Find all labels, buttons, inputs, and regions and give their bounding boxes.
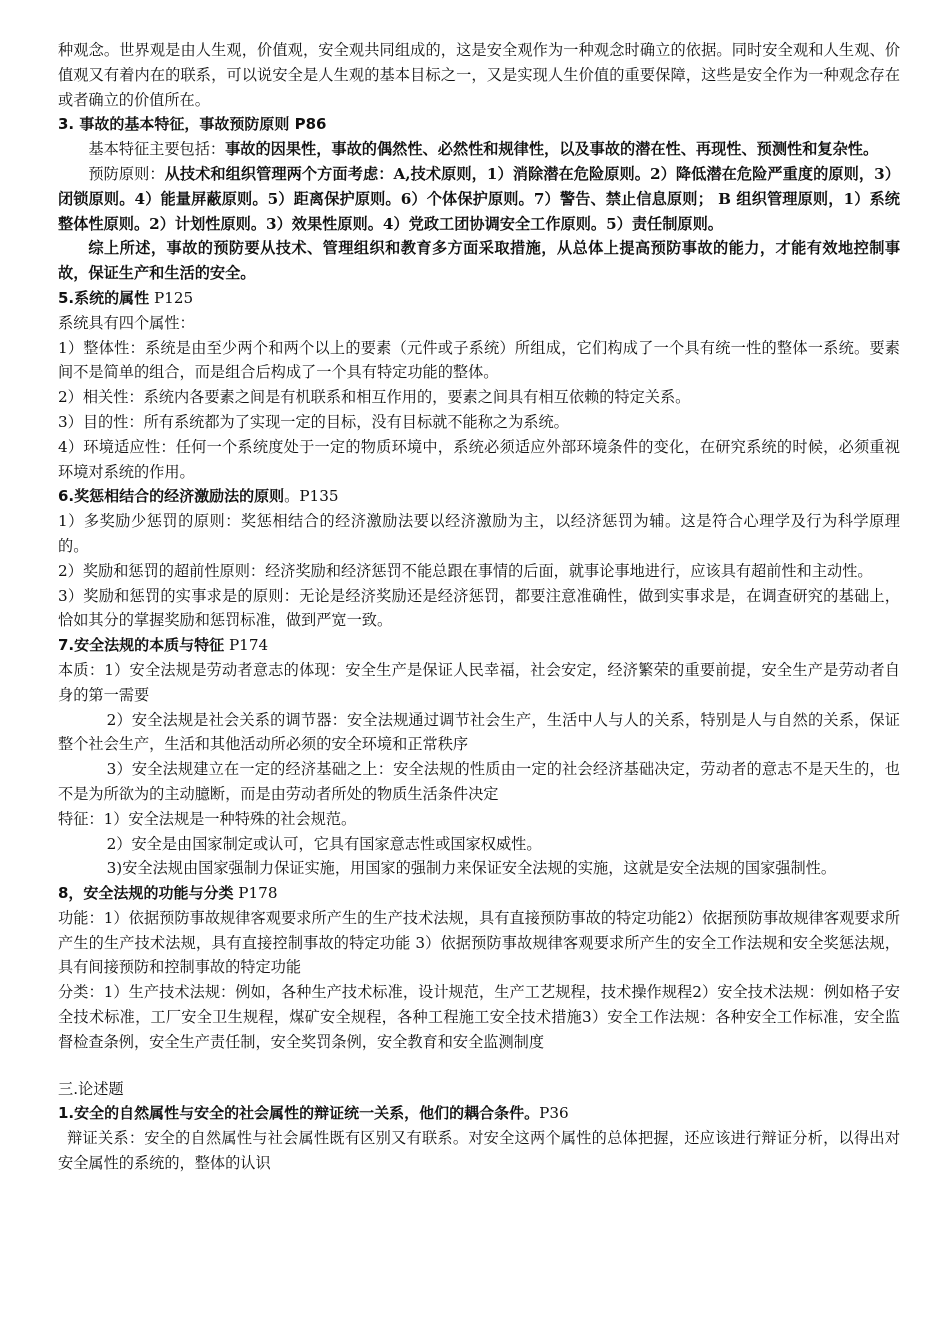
- paragraph-prevention-principles: [58, 162, 900, 236]
- list-item: 3）奖励和惩罚的实事求是的原则：无论是经济奖励还是经济惩罚，都要注意准确性，做到实事求是，在调查研究的基础上，恰如其分的掌握奖励和惩罚标准，做到严宽一致。: [58, 586, 900, 630]
- page-ref: P125: [149, 288, 194, 307]
- heading-title: 7.安全法规的本质与特征: [58, 636, 225, 655]
- page-ref: P174: [224, 636, 269, 655]
- list-item: 4）环境适应性：任何一个系统度处于一定的物质环境中，系统必须适应外部环境条件的变化，在研究系统的时候，必须重视环境对系统的作用。: [58, 437, 900, 481]
- heading-incentive-principles: [58, 484, 900, 509]
- heading-safety-law-essence: [58, 633, 900, 658]
- lead-text: 预防原则：: [88, 164, 165, 183]
- paragraph-feature-2: 2）安全是由国家制定或认可，它具有国家意志性或国家权威性。: [106, 834, 542, 853]
- paragraph-essence-1: 本质：1）安全法规是劳动者意志的体现：安全生产是保证人民幸福，社会安定，经济繁荣的重要前提，安全生产是劳动者自身的第一需要: [58, 660, 900, 704]
- section-title-essay: 三.论述题: [58, 1079, 124, 1098]
- heading-essay-question-1: [58, 1101, 900, 1126]
- heading-safety-law-functions: [58, 881, 900, 906]
- heading-title: 6.奖惩相结合的经济激励法的原则: [58, 487, 285, 506]
- paragraph-essence-3: 3）安全法规建立在一定的经济基础之上：安全法规的性质由一定的社会经济基础决定，劳动者的意志不是天生的，也不是为所欲为的主动臆断，而是由劳动者所处的物质生活条件决定: [58, 760, 900, 803]
- list-item: 1）整体性：系统是由至少两个和两个以上的要素（元件或子系统）所组成，它们构成了一个具有统一性的整体一系统。要素间不是简单的组合，而是组合后构成了一个具有特定功能的整体。: [58, 338, 900, 382]
- spacer: [58, 1055, 900, 1077]
- list-item: 系统具有四个属性：: [58, 313, 195, 332]
- paragraph-feature-3: 3)安全法规由国家强制力保证实施，用国家的强制力来保证安全法规的实施，这就是安全法规的国家强制性。: [106, 859, 837, 878]
- paragraph-worldview: 种观念。世界观是由人生观，价值观，安全观共同组成的，这是安全观作为一种观念时确立的依据。同时安全观和人生观、价值观又有着内在的联系，可以说安全是人生观的基本目标之一，又是实现人生价值的重要保障，这些是安全作为一种观念存在或者确立的价值所在。: [58, 41, 900, 109]
- list-item: 3）目的性：所有系统都为了实现一定的目标，没有目标就不能称之为系统。: [58, 412, 569, 431]
- heading-title: 8，安全法规的功能与分类: [58, 884, 234, 903]
- list-item: 2）奖励和惩罚的超前性原则：经济奖励和经济惩罚不能总跟在事情的后面，就事论事地进行，应该具有超前性和主动性。: [58, 561, 873, 580]
- paragraph-essence-2: 2）安全法规是社会关系的调节器：安全法规通过调节社会生产，生活中人与人的关系，特别是人与自然的关系，保证整个社会生产，生活和其他活动所必须的安全环境和正常秩序: [58, 710, 900, 754]
- heading-accident-features: 3. 事故的基本特征，事故预防原则 P86: [58, 115, 327, 134]
- heading-title: 5.系统的属性: [58, 288, 150, 307]
- paragraph-summary: 综上所述，事故的预防要从技术、管理组织和教育多方面采取措施，从总体上提高预防事故的能力，才能有效地控制事故，保证生产和生活的安全。: [58, 239, 900, 283]
- paragraph-dialectical-relation: 辩证关系：安全的自然属性与社会属性既有区别又有联系。对安全这两个属性的总体把握，还应该进行辩证分析，以得出对安全属性的系统的，整体的认识: [58, 1129, 900, 1173]
- paragraph-feature-1: 特征：1）安全法规是一种特殊的社会规范。: [58, 809, 357, 828]
- page-ref: P178: [233, 884, 278, 903]
- paragraph-classification: 分类：1）生产技术法规：例如，各种生产技术标准，设计规范，生产工艺规程，技术操作规程2）安全技术法规：例如格子安全技术标准，工厂安全卫生规程，煤矿安全规程，各种工程施工安全技术措施3）安全工作法规：各种安全工作标准，安全监督检查条例，安全生产责任制，安全奖罚条例，安全教育和安全监测制度: [58, 983, 900, 1051]
- heading-system-attributes: [58, 286, 900, 311]
- paragraph-functions: 功能：1）依据预防事故规律客观要求所产生的生产技术法规，具有直接预防事故的特定功能2）依据预防事故规律客观要求所产生的生产技术法规，具有直接控制事故的特定功能 3）依据预防事故规律客观要求所产生的安全工作法规和安全奖惩法规，具有间接预防和控制事故的特定功能: [58, 908, 900, 977]
- bold-text: 从技术和组织管理两个方面考虑：A,技术原则，1）消除潜在危险原则。2）降低潜在危险严重度的原则，3）闭锁原则。4）能量屏蔽原则。5）距离保护原则。6）个体保护原则。7）警告、禁止信息原则； B 组织管理原则，1）系统整体性原则。2）计划性原则。3）效果性原则。4）党政工团协调安全工作原则。5）责任制原则。: [58, 164, 900, 233]
- heading-title: 1.安全的自然属性与安全的社会属性的辩证统一关系，他们的耦合条件。: [58, 1104, 540, 1123]
- paragraph-basic-features: [58, 137, 900, 162]
- list-item: 2）相关性：系统内各要素之间是有机联系和相互作用的，要素之间具有相互依赖的特定关系。: [58, 388, 691, 407]
- page-ref: P36: [539, 1104, 569, 1123]
- page-ref: 。P135: [284, 487, 339, 506]
- lead-text: 基本特征主要包括：: [88, 140, 226, 159]
- list-item: 1）多奖励少惩罚的原则：奖惩相结合的经济激励法要以经济激励为主，以经济惩罚为辅。这是符合心理学及行为科学原理的。: [58, 512, 900, 555]
- bold-text: 事故的因果性，事故的偶然性、必然性和规律性，以及事故的潜在性、再现性、预测性和复杂性。: [225, 140, 879, 159]
